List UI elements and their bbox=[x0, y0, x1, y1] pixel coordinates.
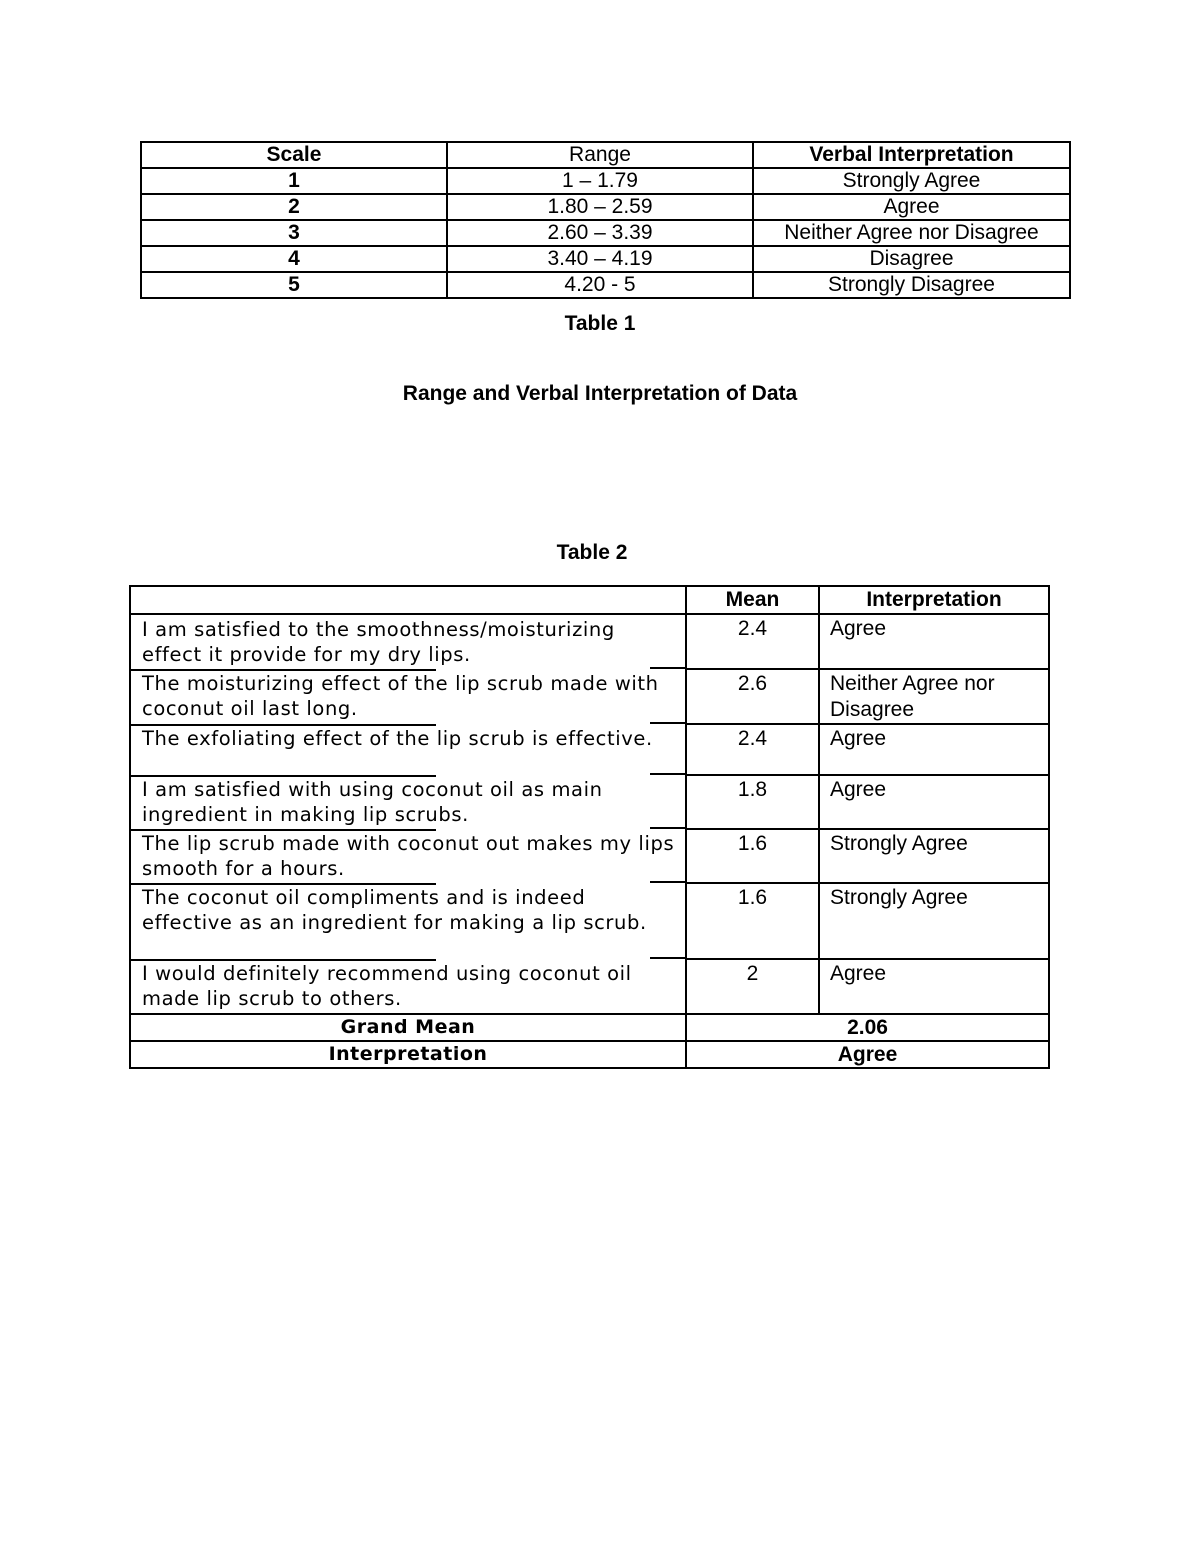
table-row bbox=[141, 168, 1070, 194]
table-row bbox=[130, 614, 1049, 669]
table-row bbox=[130, 724, 1049, 775]
verbal-cell: Agree bbox=[753, 194, 1070, 220]
interpretation-cell: Neither Agree nor Disagree bbox=[819, 669, 1049, 724]
mean-cell: 2.6 bbox=[686, 669, 819, 724]
scale-cell: 3 bbox=[141, 220, 447, 246]
mean-cell: 2.4 bbox=[686, 724, 819, 775]
table1-title: Range and Verbal Interpretation of Data bbox=[402, 382, 798, 405]
header-scale: Scale bbox=[141, 142, 447, 168]
table-row bbox=[130, 829, 1049, 883]
table-row bbox=[141, 194, 1070, 220]
mean-cell: 2.4 bbox=[686, 614, 819, 669]
interpretation-cell: Agree bbox=[819, 724, 1049, 775]
range-cell: 2.60 – 3.39 bbox=[447, 220, 753, 246]
header-range: Range bbox=[447, 142, 753, 168]
interpretation-cell: Agree bbox=[819, 614, 1049, 669]
statement-cell: The moisturizing effect of the lip scrub made with coconut oil last long. bbox=[130, 669, 686, 724]
statement-cell: The exfoliating effect of the lip scrub is effective. bbox=[130, 724, 686, 775]
verbal-cell: Disagree bbox=[753, 246, 1070, 272]
interpretation-label: Interpretation bbox=[130, 1041, 686, 1068]
table-row bbox=[141, 272, 1070, 298]
verbal-cell: Strongly Disagree bbox=[753, 272, 1070, 298]
survey-results-table bbox=[129, 585, 1050, 1069]
table2-caption: Table 2 bbox=[556, 541, 628, 564]
range-cell: 4.20 - 5 bbox=[447, 272, 753, 298]
interpretation-cell: Strongly Agree bbox=[819, 883, 1049, 959]
verbal-cell: Neither Agree nor Disagree bbox=[753, 220, 1070, 246]
mean-cell: 2 bbox=[686, 959, 819, 1014]
grand-mean-row bbox=[130, 1014, 1049, 1041]
interpretation-cell: Strongly Agree bbox=[819, 829, 1049, 883]
statement-cell: The lip scrub made with coconut out makes my lips smooth for a hours. bbox=[130, 829, 686, 883]
statement-cell: I would definitely recommend using coconut oil made lip scrub to others. bbox=[130, 959, 686, 1014]
grand-mean-label: Grand Mean bbox=[130, 1014, 686, 1041]
range-interpretation-table bbox=[140, 141, 1071, 299]
table-row bbox=[130, 775, 1049, 829]
table-row bbox=[141, 220, 1070, 246]
table-row bbox=[130, 669, 1049, 724]
overall-interpretation-row bbox=[130, 1041, 1049, 1068]
range-cell: 1 – 1.79 bbox=[447, 168, 753, 194]
header-mean: Mean bbox=[686, 586, 819, 614]
scale-cell: 4 bbox=[141, 246, 447, 272]
mean-cell: 1.8 bbox=[686, 775, 819, 829]
header-interpretation: Interpretation bbox=[819, 586, 1049, 614]
table-row bbox=[130, 883, 1049, 959]
table-row bbox=[130, 959, 1049, 1014]
table-row bbox=[141, 246, 1070, 272]
verbal-cell: Strongly Agree bbox=[753, 168, 1070, 194]
interpretation-cell: Agree bbox=[819, 959, 1049, 1014]
statement-cell: I am satisfied to the smoothness/moisturizing effect it provide for my dry lips. bbox=[130, 614, 686, 669]
scale-cell: 2 bbox=[141, 194, 447, 220]
interpretation-cell: Agree bbox=[819, 775, 1049, 829]
statement-cell: I am satisfied with using coconut oil as main ingredient in making lip scrubs. bbox=[130, 775, 686, 829]
scale-cell: 1 bbox=[141, 168, 447, 194]
mean-cell: 1.6 bbox=[686, 829, 819, 883]
header-verbal-interpretation: Verbal Interpretation bbox=[753, 142, 1070, 168]
range-cell: 1.80 – 2.59 bbox=[447, 194, 753, 220]
interpretation-value: Agree bbox=[686, 1041, 1049, 1068]
header-statement bbox=[130, 586, 686, 614]
range-cell: 3.40 – 4.19 bbox=[447, 246, 753, 272]
grand-mean-value: 2.06 bbox=[686, 1014, 1049, 1041]
statement-cell: The coconut oil compliments and is indeed effective as an ingredient for making a lip scrub. bbox=[130, 883, 686, 959]
table1-caption: Table 1 bbox=[564, 312, 636, 335]
mean-cell: 1.6 bbox=[686, 883, 819, 959]
table-header-row bbox=[141, 142, 1070, 168]
table-header-row bbox=[130, 586, 1049, 614]
scale-cell: 5 bbox=[141, 272, 447, 298]
